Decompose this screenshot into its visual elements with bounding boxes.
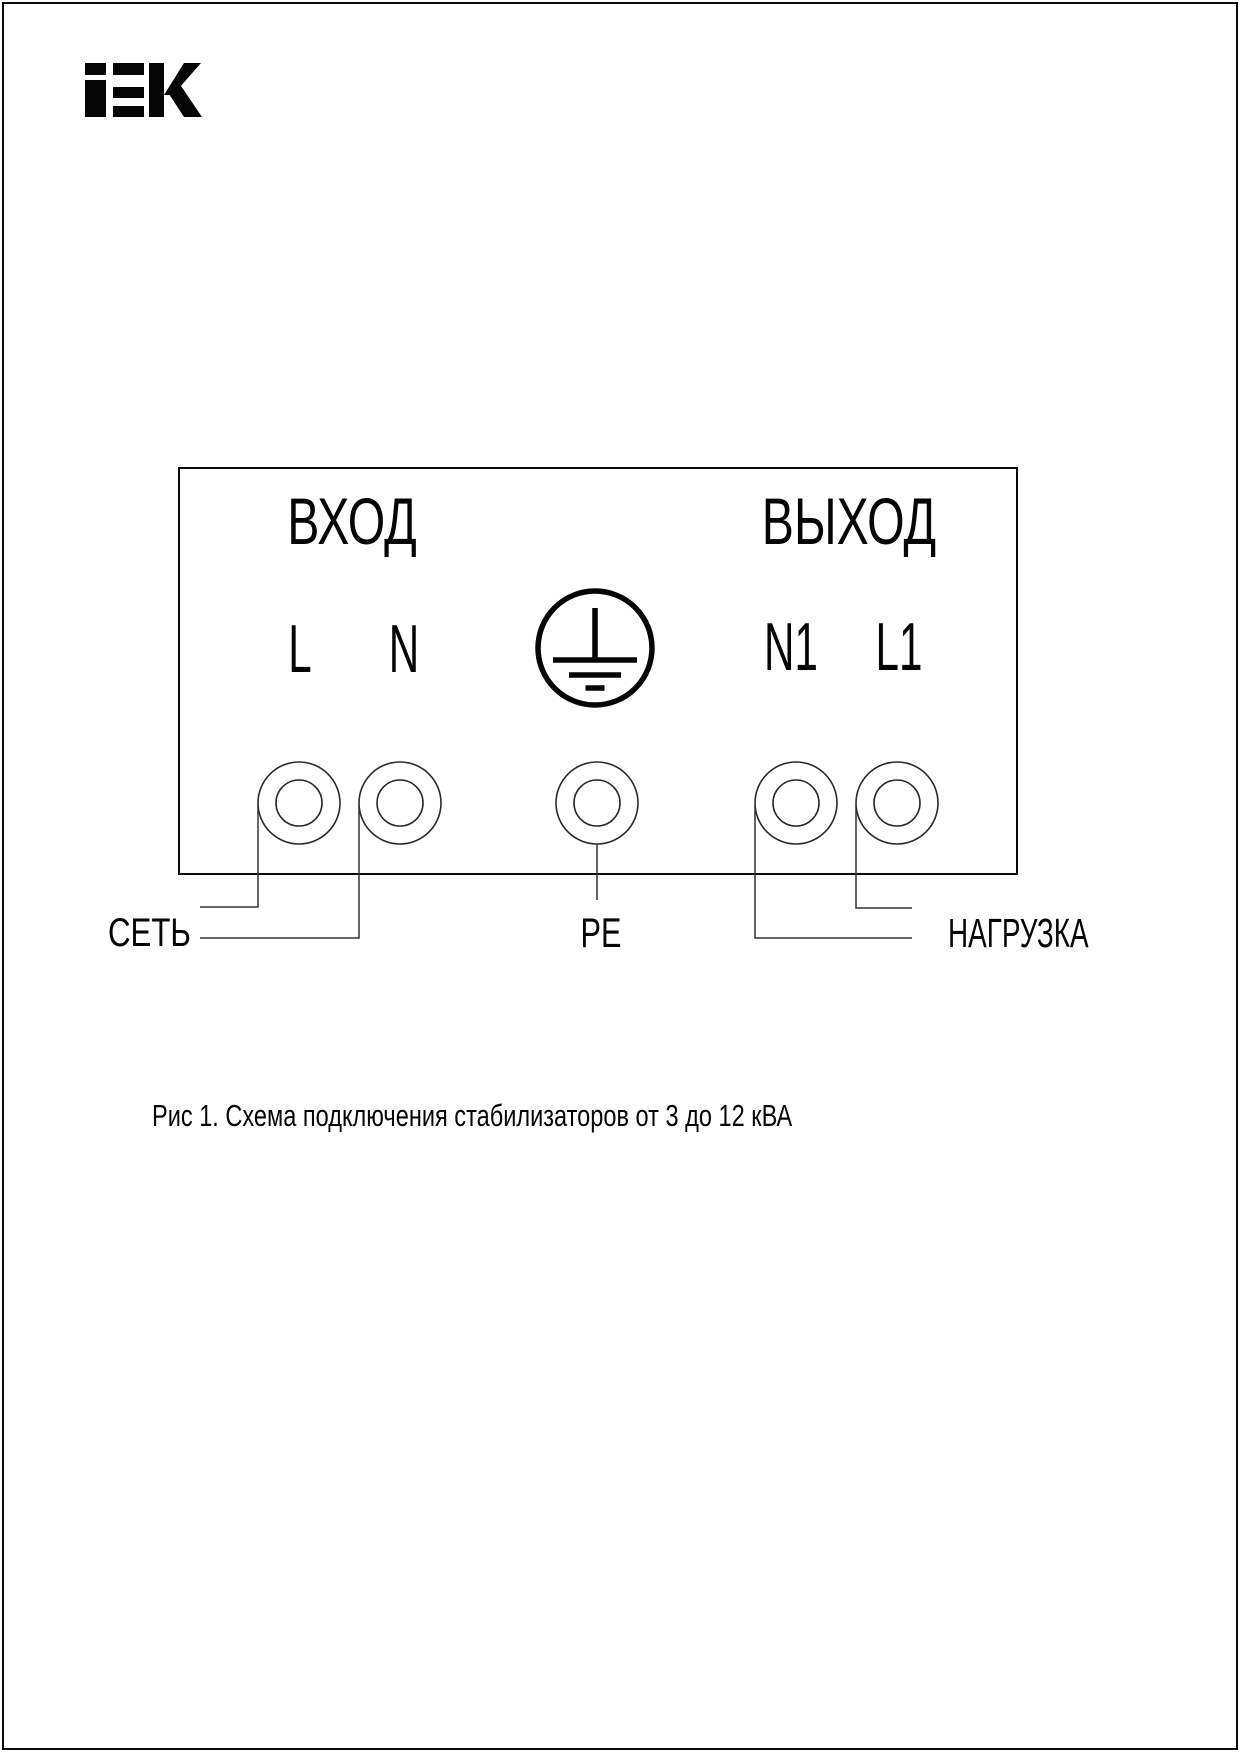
terminal-l1-outer xyxy=(856,762,938,844)
terminal-l xyxy=(258,762,340,844)
terminal-n1-outer xyxy=(755,762,837,844)
terminal-label-n1: N1 xyxy=(764,609,818,685)
terminal-l-outer xyxy=(258,762,340,844)
terminal-l1-inner xyxy=(874,780,920,826)
terminal-n xyxy=(359,762,441,844)
terminal-l-inner xyxy=(276,780,322,826)
terminal-n-inner xyxy=(377,780,423,826)
figure-caption: Рис 1. Схема подключения стабилизаторов от 3 до 12 кВА xyxy=(152,1098,793,1133)
load-label: НАГРУЗКА xyxy=(948,910,1089,956)
terminal-pe-inner xyxy=(574,780,620,826)
wire-l1-to-load xyxy=(856,805,912,908)
protective-earth-icon xyxy=(538,591,652,705)
terminal-n1-inner xyxy=(773,780,819,826)
wire-n-to-mains xyxy=(200,805,359,938)
output-section-label: ВЫХОД xyxy=(761,484,937,558)
terminal-pe-outer xyxy=(556,762,638,844)
terminal-label-l1: L1 xyxy=(875,609,923,685)
wire-l-to-mains xyxy=(200,805,258,907)
mains-label: СЕТЬ xyxy=(108,911,191,955)
terminal-n-outer xyxy=(359,762,441,844)
terminal-label-n: N xyxy=(388,611,420,687)
pe-label: PE xyxy=(580,909,622,956)
terminal-n1 xyxy=(755,762,837,844)
input-section-label: ВХОД xyxy=(287,484,417,558)
terminal-pe xyxy=(556,762,638,844)
terminal-l1 xyxy=(856,762,938,844)
terminal-label-l: L xyxy=(288,611,312,687)
